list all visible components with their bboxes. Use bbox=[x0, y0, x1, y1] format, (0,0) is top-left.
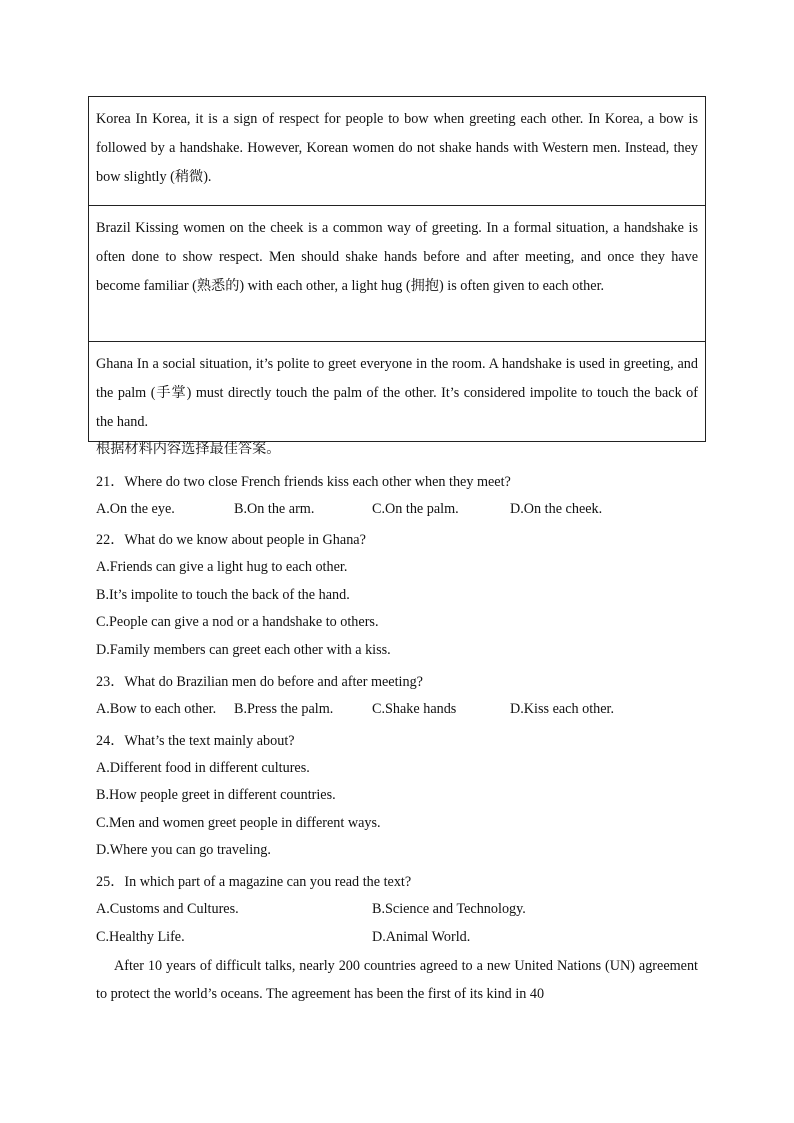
q25-option-a: A.Customs and Cultures. bbox=[96, 901, 239, 917]
ghana-box: Ghana In a social situation, it’s polite to greet everyone in the room. A handshake is used in greeting, and the palm (手掌) must directly touch the palm of the other. It’s considered impolite to touch the back of the hand. bbox=[89, 342, 706, 442]
instruction: 根据材料内容选择最佳答案。 bbox=[96, 441, 281, 457]
q22-option-d: D.Family members can greet each other with a kiss. bbox=[96, 642, 391, 658]
q24-option-a: A.Different food in different cultures. bbox=[96, 760, 310, 776]
q25-option-d: D.Animal World. bbox=[372, 929, 471, 945]
korea-box: Korea In Korea, it is a sign of respect for people to bow when greeting each other. In Korea, a bow is followed by a handshake. However, Korean women do not shake hands with Western men. Instead, they bow slightly (稍微). bbox=[89, 97, 706, 206]
q24-option-b: B.How people greet in different countries. bbox=[96, 787, 336, 803]
q21-option-d: D.On the cheek. bbox=[510, 501, 603, 517]
q25-option-c: C.Healthy Life. bbox=[96, 929, 185, 945]
q23-option-b: B.Press the palm. bbox=[234, 701, 334, 717]
q21-option-a: A.On the eye. bbox=[96, 501, 175, 517]
q23-option-a: A.Bow to each other. bbox=[96, 701, 217, 717]
q21-option-b: B.On the arm. bbox=[234, 501, 315, 517]
question-21: 21．Where do two close French friends kiss each other when they meet? bbox=[96, 474, 511, 490]
greeting-info-table bbox=[88, 96, 706, 442]
q23-option-c: C.Shake hands bbox=[372, 701, 457, 717]
q22-option-c: C.People can give a nod or a handshake to others. bbox=[96, 614, 379, 630]
passage-paragraph: After 10 years of difficult talks, nearly 200 countries agreed to a new United Nations (UN) agreement to protect the world’s oceans. The agreement has been the first of its kind in 40 bbox=[96, 958, 698, 1002]
q25-option-b: B.Science and Technology. bbox=[372, 901, 526, 917]
question-24: 24．What’s the text mainly about? bbox=[96, 733, 295, 749]
q22-option-a: A.Friends can give a light hug to each other. bbox=[96, 559, 348, 575]
brazil-box: Brazil Kissing women on the cheek is a common way of greeting. In a formal situation, a handshake is often done to show respect. Men should shake hands before and after meeting, and once they have become familiar (熟悉的) with each other, a light hug (拥抱) is often given to each other. bbox=[89, 206, 706, 342]
question-25: 25．In which part of a magazine can you read the text? bbox=[96, 874, 412, 890]
q24-option-c: C.Men and women greet people in different ways. bbox=[96, 815, 381, 831]
question-23: 23．What do Brazilian men do before and after meeting? bbox=[96, 674, 423, 690]
q21-option-c: C.On the palm. bbox=[372, 501, 459, 517]
q24-option-d: D.Where you can go traveling. bbox=[96, 842, 271, 858]
q22-option-b: B.It’s impolite to touch the back of the hand. bbox=[96, 587, 350, 603]
question-22: 22．What do we know about people in Ghana? bbox=[96, 532, 366, 548]
q23-option-d: D.Kiss each other. bbox=[510, 701, 615, 717]
